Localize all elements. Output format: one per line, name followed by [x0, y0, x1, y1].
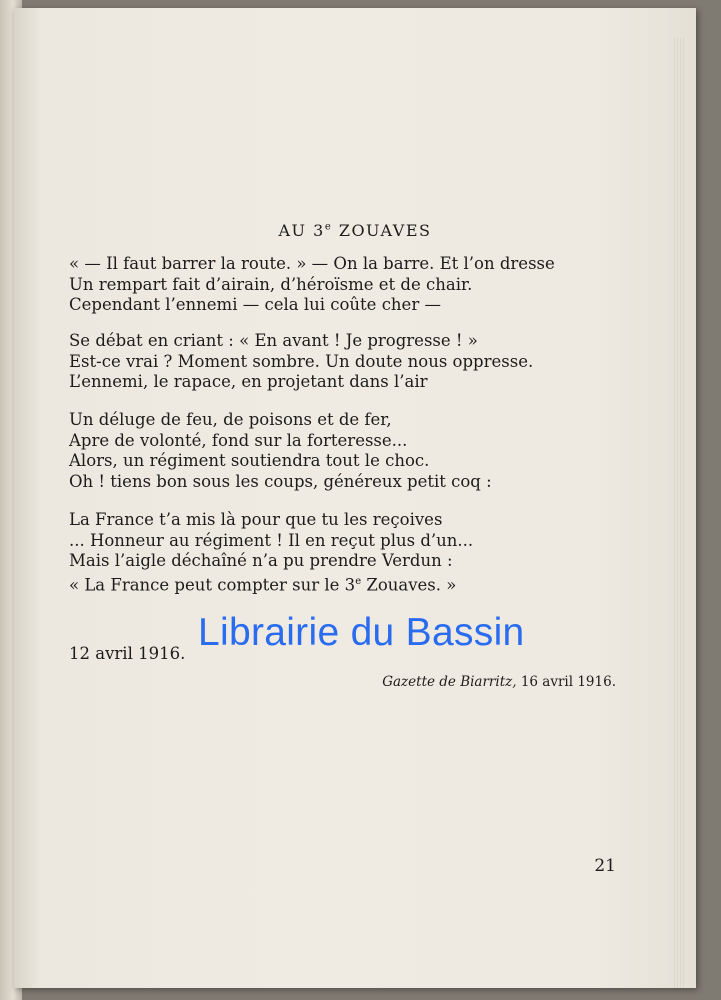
seller-watermark: Librairie du Bassin: [198, 611, 525, 654]
stanza-2: [69, 331, 533, 393]
poem-date: 12 avril 1916.: [69, 644, 186, 663]
verse-line: Mais l’aigle déchaîné n’a pu prendre Verdun :: [69, 551, 453, 570]
verse-line: « — Il faut barrer la route. » — On la barre. Et l’on dresse: [69, 254, 555, 273]
verse-line: Se débat en criant : « En avant ! Je progresse ! »: [69, 331, 478, 350]
verse-line: Un rempart fait d’airain, d’héroïsme et de chair.: [69, 274, 473, 294]
page-stack-edge: [672, 38, 686, 988]
verse-line: ... Honneur au régiment ! Il en reçut plus d’un...: [69, 530, 474, 550]
verse-line: Apre de volonté, fond sur la forteresse...: [69, 430, 408, 450]
stanza-4: [69, 510, 473, 592]
verse-line: Oh ! tiens bon sous les coups, généreux petit coq :: [69, 471, 492, 491]
verse-line: Est-ce vrai ? Moment sombre. Un doute nous oppresse.: [69, 351, 534, 371]
verse-line-last: « La France peut compter sur le 3e Zouaves. »: [69, 575, 457, 594]
verse-line: Un déluge de feu, de poisons et de fer,: [69, 410, 392, 429]
verse-line: L’ennemi, le rapace, en projetant dans l’air: [69, 372, 428, 391]
poem-title: AU 3e ZOUAVES: [278, 221, 432, 240]
verse-line: Cependant l’ennemi — cela lui coûte cher —: [69, 295, 441, 314]
publication-source: Gazette de Biarritz, 16 avril 1916.: [382, 674, 616, 690]
verse-line: Alors, un régiment soutiendra tout le choc.: [69, 451, 430, 470]
verse-line: La France t’a mis là pour que tu les reçoives: [69, 510, 443, 529]
book-page: [14, 8, 696, 988]
page-number: 21: [594, 856, 616, 876]
stanza-3: [69, 410, 492, 492]
stanza-1: [69, 254, 555, 316]
